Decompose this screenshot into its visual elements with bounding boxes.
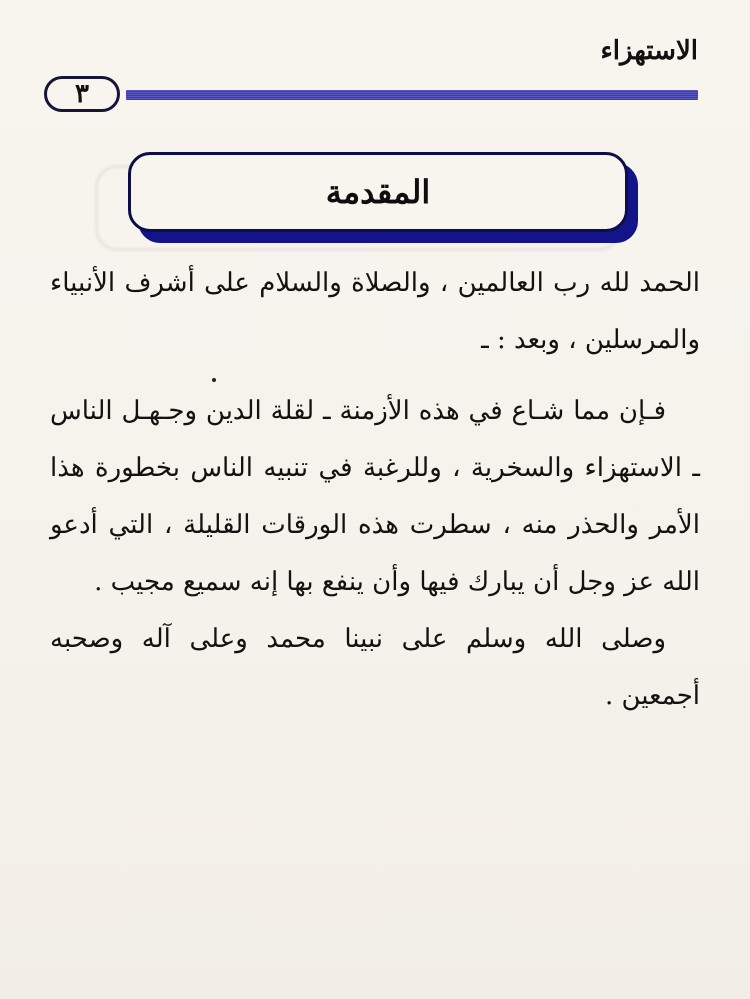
- paragraph-main: فـإن مما شـاع في هذه الأزمنة ـ لقلة الدين وجـهـل الناس ـ الاستهزاء والسخرية ، وللرغبة في تنبيه الناس بخطورة هذا الأمر والحذر منه ، سطرت هذه الورقات القليلة ، التي أدعو الله عز وجل أن يبارك فيها وأن ينفع بها إنه سميع مجيب .: [50, 396, 700, 597]
- page-number-badge: [44, 76, 120, 112]
- page-number: ٣: [75, 79, 89, 109]
- running-header-title: الاستهزاء: [600, 36, 698, 66]
- body-text: [50, 255, 700, 725]
- header-rule: [126, 90, 698, 100]
- section-title: المقدمة: [325, 173, 431, 211]
- paragraph-opening: الحمد لله رب العالمين ، والصلاة والسلام على أشرف الأنبياء والمرسلين ، وبعد : ـ: [50, 268, 700, 355]
- section-title-box: [128, 152, 628, 232]
- ink-dot: [212, 378, 216, 382]
- paragraph-closing: وصلى الله وسلم على نبينا محمد وعلى آله وصحبه أجمعين .: [50, 624, 700, 711]
